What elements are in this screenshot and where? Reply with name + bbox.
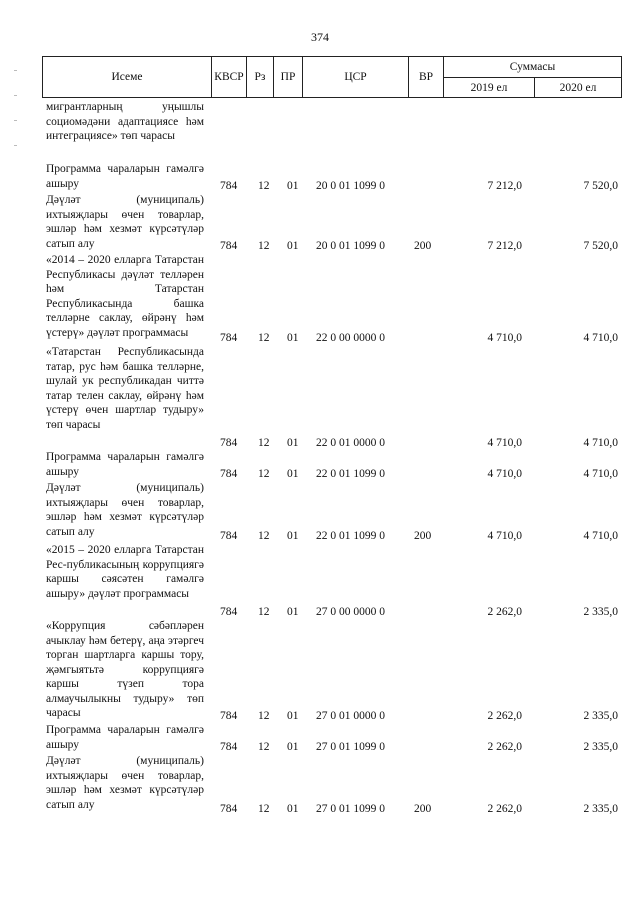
margin-mark [14, 120, 17, 121]
row-rz: 12 [258, 240, 270, 252]
row-rz: 12 [258, 437, 270, 449]
row-amount-2020: 4 710,0 [583, 437, 618, 449]
table-row [46, 100, 622, 162]
row-kvsr: 784 [220, 332, 238, 344]
row-csr: 22 0 01 1099 0 [316, 530, 385, 542]
row-csr: 27 0 01 1099 0 [316, 803, 385, 815]
budget-table-body [46, 100, 622, 816]
table-row [46, 345, 622, 450]
row-name: «2015 – 2020 елларга Татарстан Рес-публикасының коррупциягә каршы сәясәтен гамәлгә ашыру» дәүләт программасы [46, 544, 204, 600]
row-amount-2019: 4 710,0 [487, 437, 522, 449]
row-pr: 01 [287, 741, 299, 753]
row-name: Дәүләт (муниципаль) ихтыяҗлары өчен товарлар, эшләр һәм хезмәт күрсәтүләр сатып алу [46, 482, 204, 538]
row-name: Дәүләт (муниципаль) ихтыяҗлары өчен товарлар, эшләр һәм хезмәт күрсәтүләр сатып алу [46, 194, 204, 250]
table-row [46, 723, 622, 754]
margin-mark [14, 70, 17, 71]
header-rz: Рз [246, 56, 274, 98]
row-csr: 27 0 01 1099 0 [316, 741, 385, 753]
row-csr: 22 0 01 0000 0 [316, 437, 385, 449]
table-row [46, 450, 622, 481]
row-csr: 27 0 01 0000 0 [316, 710, 385, 722]
row-amount-2020: 2 335,0 [583, 606, 618, 618]
row-amount-2019: 7 212,0 [487, 240, 522, 252]
row-rz: 12 [258, 710, 270, 722]
row-kvsr: 784 [220, 606, 238, 618]
row-pr: 01 [287, 803, 299, 815]
row-kvsr: 784 [220, 468, 238, 480]
row-amount-2019: 2 262,0 [487, 710, 522, 722]
row-rz: 12 [258, 741, 270, 753]
table-row [46, 619, 622, 723]
table-row [46, 253, 622, 345]
row-amount-2019: 2 262,0 [487, 803, 522, 815]
table-row [46, 193, 622, 253]
row-rz: 12 [258, 468, 270, 480]
row-kvsr: 784 [220, 180, 238, 192]
row-pr: 01 [287, 530, 299, 542]
header-vr: ВР [408, 56, 444, 98]
row-csr: 22 0 00 0000 0 [316, 332, 385, 344]
row-vr: 200 [414, 240, 432, 252]
row-csr: 22 0 01 1099 0 [316, 468, 385, 480]
row-name: Программа чараларын гамәлгә ашыру [46, 451, 204, 478]
header-name: Исеме [42, 56, 212, 98]
table-row [46, 543, 622, 619]
row-kvsr: 784 [220, 240, 238, 252]
table-row [46, 754, 622, 816]
row-rz: 12 [258, 332, 270, 344]
row-kvsr: 784 [220, 710, 238, 722]
row-amount-2020: 7 520,0 [583, 180, 618, 192]
row-rz: 12 [258, 530, 270, 542]
row-amount-2019: 2 262,0 [487, 741, 522, 753]
row-rz: 12 [258, 606, 270, 618]
row-pr: 01 [287, 240, 299, 252]
header-amounts: Суммасы [443, 56, 622, 78]
row-kvsr: 784 [220, 437, 238, 449]
row-kvsr: 784 [220, 741, 238, 753]
row-pr: 01 [287, 437, 299, 449]
row-rz: 12 [258, 180, 270, 192]
row-name: «Коррупция сәбәпләрен ачыклау һәм бетерү, аңа этәргеч торган шартларга каршы тору, җәмгыятьтә коррупциягә каршы түзеп тора алмаучылыкны тудыру» төп чарасы [46, 620, 204, 719]
margin-mark [14, 95, 17, 96]
row-vr: 200 [414, 803, 432, 815]
header-kvsr: КВСР [211, 56, 247, 98]
row-pr: 01 [287, 468, 299, 480]
header-2019: 2019 ел [443, 77, 535, 98]
row-csr: 20 0 01 1099 0 [316, 240, 385, 252]
row-amount-2019: 4 710,0 [487, 468, 522, 480]
margin-mark [14, 145, 17, 146]
header-2020: 2020 ел [534, 77, 622, 98]
row-amount-2020: 2 335,0 [583, 803, 618, 815]
row-amount-2020: 2 335,0 [583, 710, 618, 722]
row-amount-2019: 7 212,0 [487, 180, 522, 192]
row-amount-2019: 4 710,0 [487, 530, 522, 542]
row-kvsr: 784 [220, 530, 238, 542]
row-name: Программа чараларын гамәлгә ашыру [46, 724, 204, 751]
row-pr: 01 [287, 606, 299, 618]
row-kvsr: 784 [220, 803, 238, 815]
row-rz: 12 [258, 803, 270, 815]
row-vr: 200 [414, 530, 432, 542]
header-pr: ПР [273, 56, 303, 98]
row-amount-2019: 4 710,0 [487, 332, 522, 344]
row-pr: 01 [287, 710, 299, 722]
table-row [46, 481, 622, 543]
table-row [46, 162, 622, 193]
row-amount-2020: 7 520,0 [583, 240, 618, 252]
row-amount-2020: 2 335,0 [583, 741, 618, 753]
row-name: Программа чараларын гамәлгә ашыру [46, 163, 204, 190]
row-csr: 20 0 01 1099 0 [316, 180, 385, 192]
table-header [42, 56, 622, 98]
row-amount-2020: 4 710,0 [583, 468, 618, 480]
row-name: Дәүләт (муниципаль) ихтыяҗлары өчен товарлар, эшләр һәм хезмәт күрсәтүләр сатып алу [46, 755, 204, 811]
row-pr: 01 [287, 332, 299, 344]
row-amount-2020: 4 710,0 [583, 530, 618, 542]
row-name: мигрантларның уңышлы социомәдәни адаптациясе һәм интеграциясе» төп чарасы [46, 101, 204, 142]
row-csr: 27 0 00 0000 0 [316, 606, 385, 618]
header-csr: ЦСР [302, 56, 409, 98]
row-pr: 01 [287, 180, 299, 192]
row-name: «Татарстан Республикасында татар, рус һәм башка телләрне, шулай ук республикадан читтә татар телен саклау, өйрәнү һәм үстерү өчен шартлар тудыру» төп чарасы [46, 346, 204, 431]
row-name: «2014 – 2020 елларга Татарстан Республикасы дәүләт телләрен һәм Татарстан Республикасында башка телләрне саклау, өйрәнү һәм үстерү» дәүләт программасы [46, 254, 204, 339]
row-amount-2020: 4 710,0 [583, 332, 618, 344]
row-amount-2019: 2 262,0 [487, 606, 522, 618]
page-number: 374 [311, 30, 329, 44]
